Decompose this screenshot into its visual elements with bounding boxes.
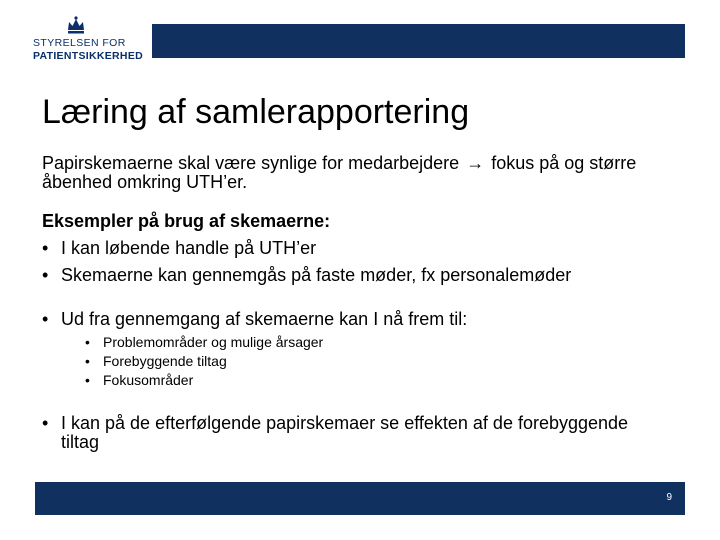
list-item: [42, 262, 692, 289]
list-item: [42, 306, 692, 333]
page-number: 9: [666, 492, 672, 503]
logo-text-line2: PATIENTSIKKERHED: [33, 50, 143, 62]
list-item-text: I kan løbende handle på UTH’er: [61, 238, 317, 258]
bullet-icon: •: [85, 372, 90, 388]
crown-icon: [66, 16, 86, 34]
sub-list-item-text: Fokusområder: [103, 372, 194, 388]
intro-text-start: Papirskemaerne skal være synlige for medarbejdere: [42, 153, 460, 173]
header-bar: [152, 24, 685, 58]
examples-section: [42, 208, 692, 289]
bullet-icon: •: [85, 353, 90, 369]
review-section: [42, 306, 692, 333]
list-item-text: I kan på de efterfølgende papirskemaer se effekten af de forebyggende tiltag: [61, 413, 629, 452]
logo: [30, 16, 143, 66]
final-point-section: [42, 414, 662, 452]
intro-paragraph: [42, 154, 682, 192]
list-item-text: Ud fra gennemgang af skemaerne kan I nå frem til:: [61, 309, 468, 329]
examples-heading: Eksempler på brug af skemaerne:: [42, 211, 331, 231]
bullet-icon: •: [42, 413, 49, 433]
sub-list-item: [85, 352, 323, 371]
list-item-text: Skemaerne kan gennemgås på faste møder, fx personalemøder: [61, 265, 572, 285]
bullet-icon: •: [85, 334, 90, 350]
bullet-icon: •: [42, 238, 49, 258]
slide-title: Læring af samlerapportering: [42, 93, 470, 131]
sub-list-item-text: Forebyggende tiltag: [103, 353, 227, 369]
sub-list-item: [85, 371, 323, 390]
arrow-right-icon: →: [466, 153, 485, 173]
list-item: [42, 235, 692, 262]
sub-list: [85, 333, 323, 390]
sub-list-item-text: Problemområder og mulige årsager: [103, 334, 324, 350]
logo-text-line1: STYRELSEN FOR: [33, 37, 126, 49]
sub-list-item: [85, 333, 323, 352]
bullet-icon: •: [42, 265, 49, 285]
bullet-icon: •: [42, 309, 49, 329]
list-item: [42, 414, 662, 452]
footer-bar: [35, 482, 685, 515]
intro-text-end: fokus på og større åbenhed omkring UTH’er.: [42, 153, 637, 192]
